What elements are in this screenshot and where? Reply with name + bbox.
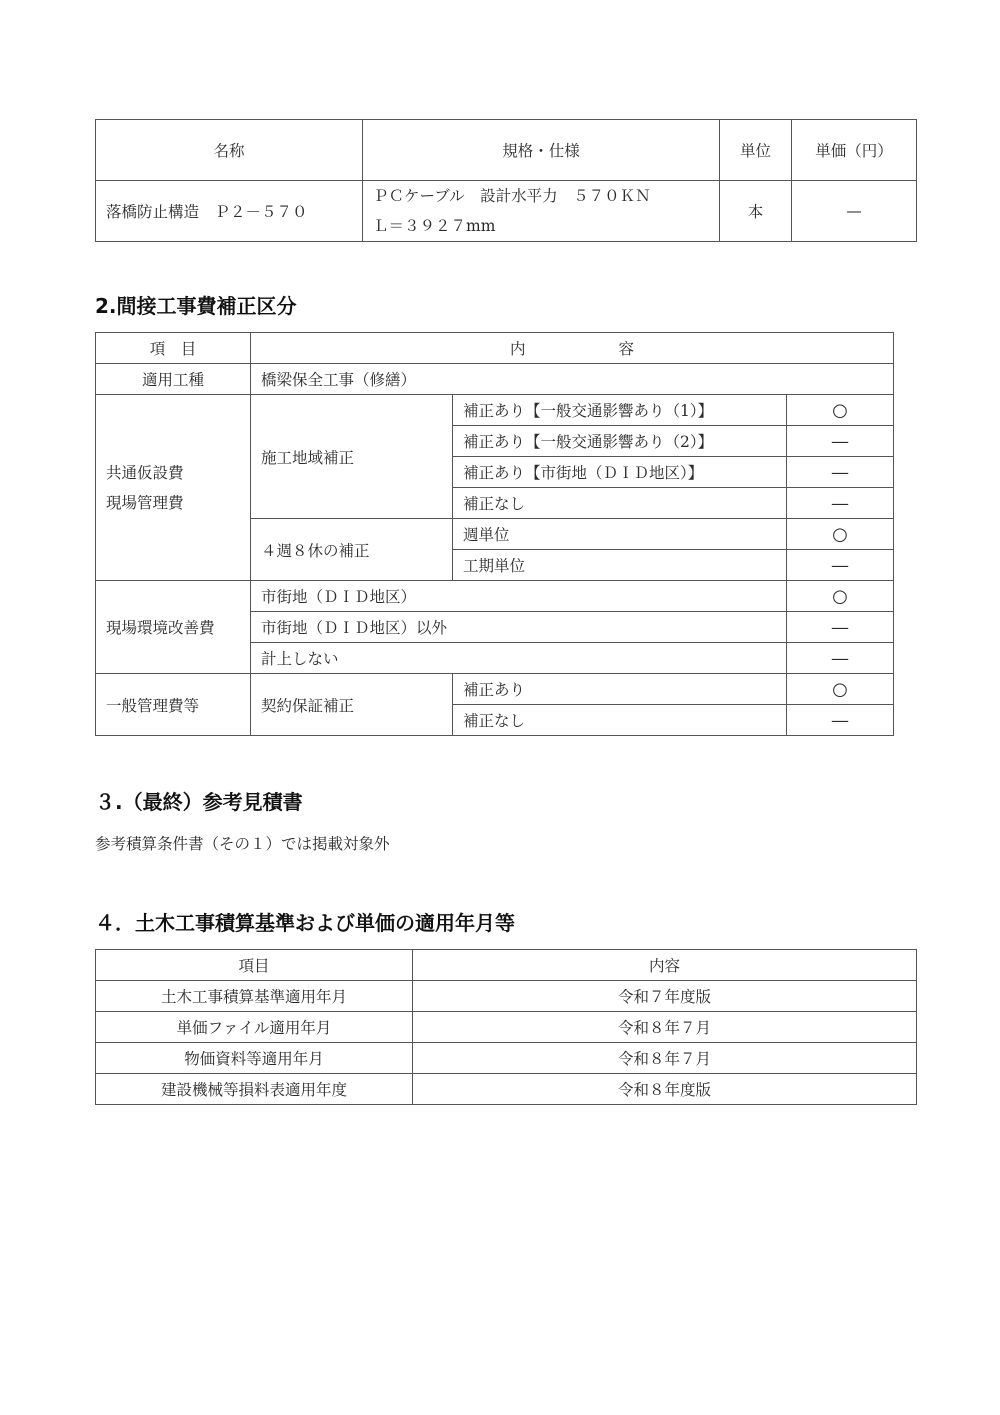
applicable-label: 適用工種 [96,364,251,395]
general-admin-label: 一般管理費等 [96,674,251,736]
spec-line-2: Ｌ＝３９２７mm [373,217,496,235]
section3-text: 参考積算条件書（その１）では掲載対象外 [95,835,390,853]
contract-row-text: 補正あり [453,674,787,705]
env-improvement-label: 現場環境改善費 [96,581,251,674]
header-content: 内容 [413,950,917,981]
common-cost-label [96,395,251,581]
area-row-text: 補正あり【一般交通影響あり（2）】 [453,426,787,457]
applicable-value: 橋梁保全工事（修繕） [251,364,894,395]
indirect-cost-table [95,332,894,736]
contract-row-mark: ○ [787,674,894,705]
standard-item: 土木工事積算基準適用年月 [96,981,413,1012]
holiday-row-text: 週単位 [453,519,787,550]
area-row-text: 補正あり【一般交通影響あり（1）】 [453,395,787,426]
area-row-mark: — [787,457,894,488]
contract-guarantee-label: 契約保証補正 [251,674,453,736]
cell-spec [363,181,720,242]
standard-item: 建設機械等損料表適用年度 [96,1074,413,1105]
header-item: 項目 [96,950,413,981]
header-item: 項 目 [96,333,251,364]
area-row-mark: — [787,426,894,457]
header-price: 単価（円） [792,120,917,181]
area-row-text: 補正あり【市街地（ＤＩＤ地区）】 [453,457,787,488]
section4-heading: ４．土木工事積算基準および単価の適用年月等 [95,911,515,935]
section3-heading: ３.（最終）参考見積書 [95,790,303,814]
standard-item: 物価資料等適用年月 [96,1043,413,1074]
spec-line-1: ＰＣケーブル 設計水平力 ５７０ＫＮ [373,187,651,205]
holiday-correction-label: ４週８休の補正 [251,519,453,581]
env-row-text: 市街地（ＤＩＤ地区）以外 [251,612,787,643]
area-row-text: 補正なし [453,488,787,519]
holiday-row-mark: ○ [787,519,894,550]
common-cost-label-line2: 現場管理費 [106,493,184,512]
standard-content: 令和８年７月 [413,1043,917,1074]
standard-content: 令和８年度版 [413,1074,917,1105]
header-name: 名称 [96,120,363,181]
holiday-row-text: 工期単位 [453,550,787,581]
section2-heading: 2.間接工事費補正区分 [95,294,297,318]
contract-row-mark: — [787,705,894,736]
env-row-text: 市街地（ＤＩＤ地区） [251,581,787,612]
area-correction-label: 施工地域補正 [251,395,453,519]
contract-row-text: 補正なし [453,705,787,736]
material-spec-table [95,119,917,242]
env-row-mark: — [787,612,894,643]
header-unit: 単位 [720,120,792,181]
cell-unit: 本 [720,181,792,242]
header-spec: 規格・仕様 [363,120,720,181]
common-cost-label-line1: 共通仮設費 [106,463,184,482]
area-row-mark: — [787,488,894,519]
area-row-mark: ○ [787,395,894,426]
env-row-mark: — [787,643,894,674]
holiday-row-mark: — [787,550,894,581]
standards-table [95,949,917,1105]
standard-content: 令和７年度版 [413,981,917,1012]
standard-item: 単価ファイル適用年月 [96,1012,413,1043]
env-row-text: 計上しない [251,643,787,674]
cell-price: — [792,181,917,242]
standard-content: 令和８年７月 [413,1012,917,1043]
cell-name: 落橋防止構造 Ｐ２－５７０ [96,181,363,242]
header-content: 内 容 [251,333,894,364]
env-row-mark: ○ [787,581,894,612]
